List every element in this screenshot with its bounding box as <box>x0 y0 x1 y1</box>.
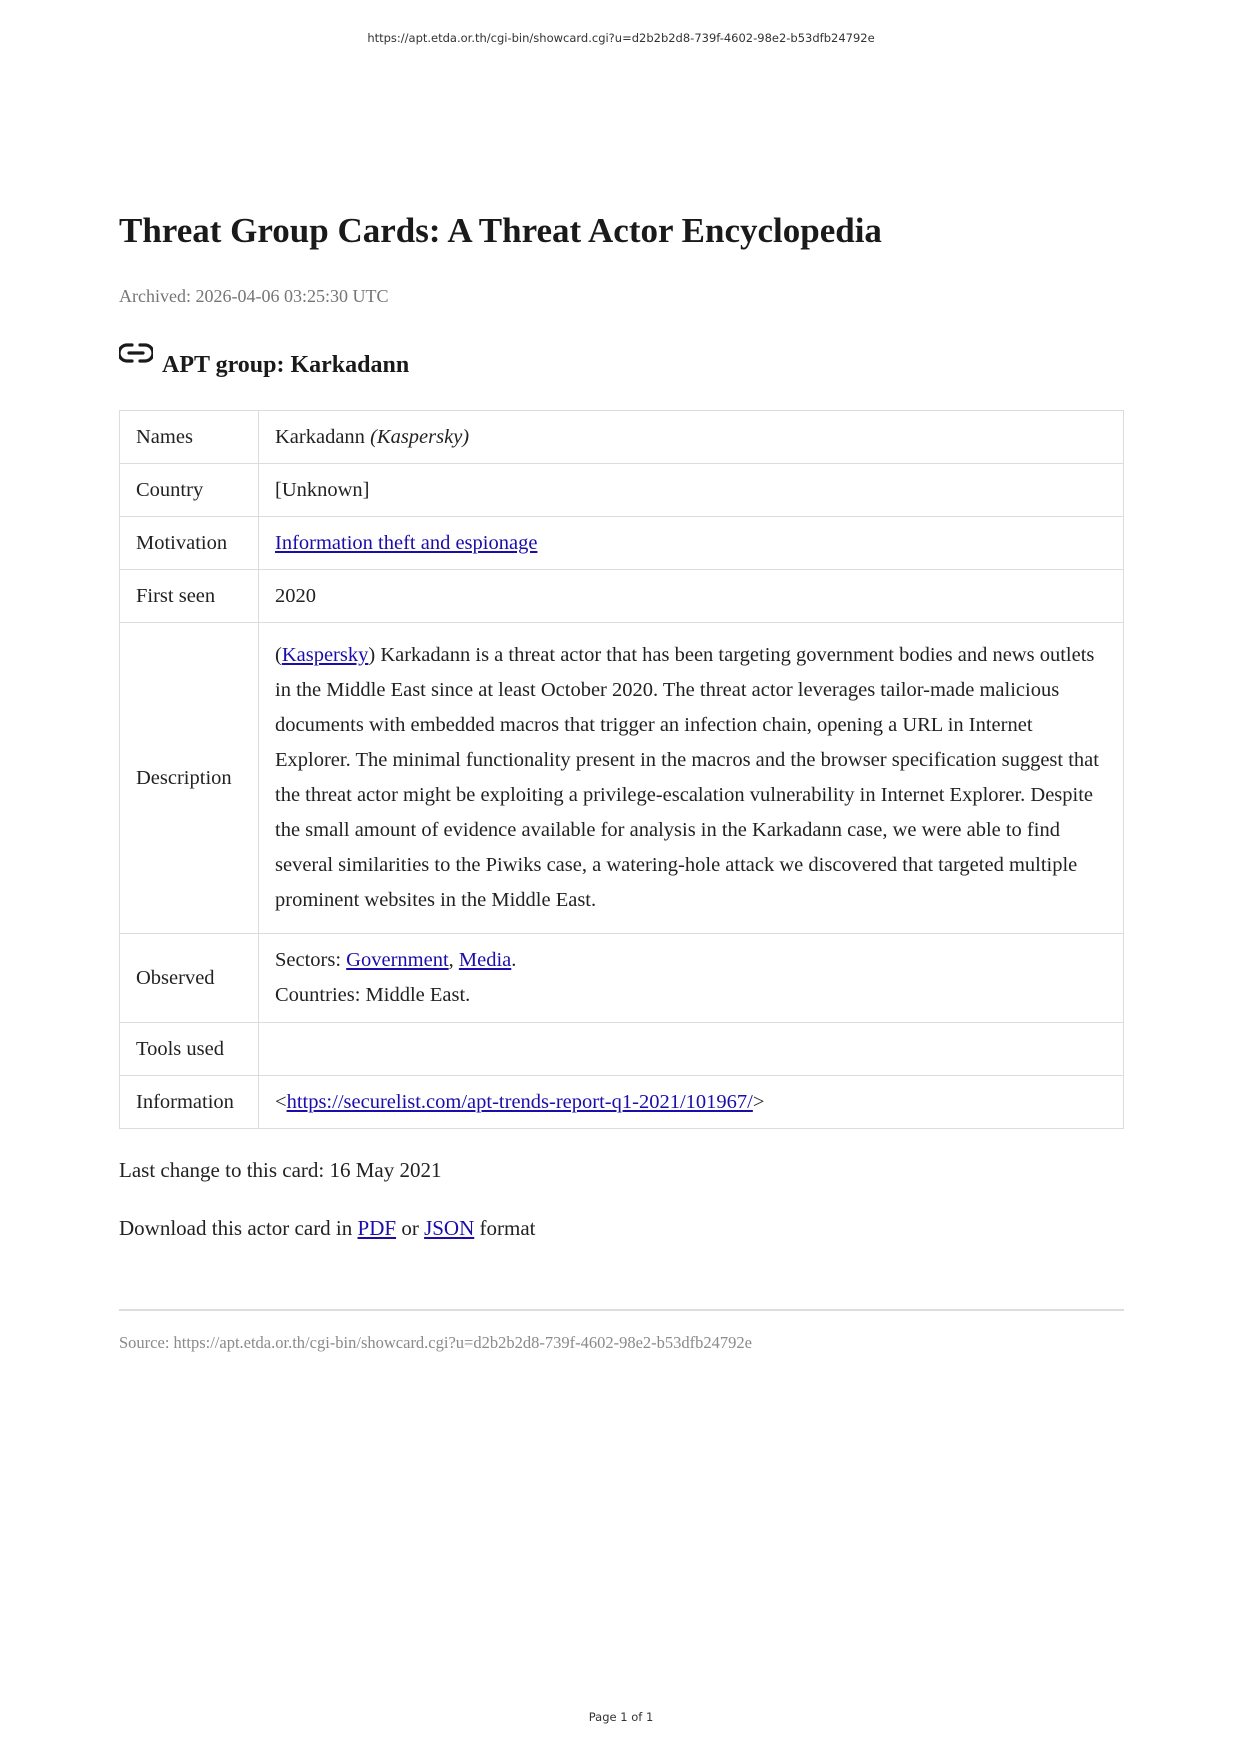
download-json-link[interactable]: JSON <box>424 1216 475 1240</box>
description-value <box>259 623 1124 934</box>
sectors-end: . <box>511 949 517 971</box>
description-label: Description <box>120 623 259 934</box>
group-heading <box>119 338 409 379</box>
motivation-value <box>259 517 1124 570</box>
tools-used-label: Tools used <box>120 1023 259 1076</box>
tools-used-value <box>259 1023 1124 1076</box>
sector-government-link[interactable]: Government <box>346 949 449 971</box>
motivation-label: Motivation <box>120 517 259 570</box>
observed-label: Observed <box>120 934 259 1023</box>
row-description <box>120 623 1124 934</box>
description-source-link[interactable]: Kaspersky <box>281 644 369 666</box>
download-line <box>119 1216 535 1241</box>
observed-countries: Countries: Middle East. <box>275 984 471 1006</box>
page-title: Threat Group Cards: A Threat Actor Encyclopedia <box>119 211 882 250</box>
download-suffix: format <box>474 1216 536 1240</box>
page-number: Page 1 of 1 <box>588 1710 654 1724</box>
download-pdf-link[interactable]: PDF <box>357 1216 397 1240</box>
motivation-link[interactable]: Information theft and espionage <box>275 531 538 554</box>
source-url: Source: https://apt.etda.or.th/cgi-bin/showcard.cgi?u=d2b2b2d8-739f-4602-98e2-b53dfb24792e <box>119 1333 752 1352</box>
first-seen-value: 2020 <box>259 570 1124 623</box>
row-information <box>120 1076 1124 1129</box>
description-paren: ( <box>275 644 282 666</box>
archived-timestamp: Archived: 2026-04-06 03:25:30 UTC <box>119 286 389 306</box>
sectors-prefix: Sectors: <box>275 949 347 971</box>
first-seen-label: First seen <box>120 570 259 623</box>
actor-card-table <box>119 410 1124 1129</box>
info-gt: > <box>752 1090 765 1113</box>
row-tools-used <box>120 1023 1124 1076</box>
names-value <box>259 411 1124 464</box>
country-label: Country <box>120 464 259 517</box>
row-motivation <box>120 517 1124 570</box>
row-first-seen <box>120 570 1124 623</box>
info-lt: < <box>275 1090 287 1113</box>
sector-media-link[interactable]: Media <box>458 949 512 971</box>
download-or: or <box>396 1216 425 1240</box>
row-observed <box>120 934 1124 1023</box>
description-text: ) Karkadann is a threat actor that has been targeting government bodies and news outlets in the Middle East since at least October 2020. The threat actor leverages tailor-made malicious documents with embedded macros that trigger an infection chain, opening a URL in Internet Explorer. The minimal functionality present in the macros and the browser specification suggest that the threat actor might be exploiting a privilege-escalation vulnerability in Internet Explorer. Despite the small amount of evidence available for analysis in the Karkadann case, we were able to find several similarities to the Piwiks case, a watering-hole attack we discovered that targeted multiple prominent websites in the Middle East. <box>275 644 1099 911</box>
name-source: (Kaspersky) <box>370 425 470 448</box>
actor-name: Karkadann <box>275 425 365 448</box>
sectors-separator: , <box>448 949 459 971</box>
link-icon[interactable] <box>119 342 153 364</box>
country-value: [Unknown] <box>259 464 1124 517</box>
information-link[interactable]: https://securelist.com/apt-trends-report-q1-2021/101967/ <box>286 1090 753 1113</box>
names-label: Names <box>120 411 259 464</box>
print-header-url: https://apt.etda.or.th/cgi-bin/showcard.cgi?u=d2b2b2d8-739f-4602-98e2-b53dfb24792e <box>367 31 875 45</box>
information-label: Information <box>120 1076 259 1129</box>
group-title: APT group: Karkadann <box>162 352 410 378</box>
divider <box>119 1309 1124 1311</box>
last-change: Last change to this card: 16 May 2021 <box>119 1158 442 1182</box>
observed-value <box>259 934 1124 1023</box>
row-names <box>120 411 1124 464</box>
row-country <box>120 464 1124 517</box>
download-prefix: Download this actor card in <box>119 1216 358 1240</box>
information-value <box>259 1076 1124 1129</box>
